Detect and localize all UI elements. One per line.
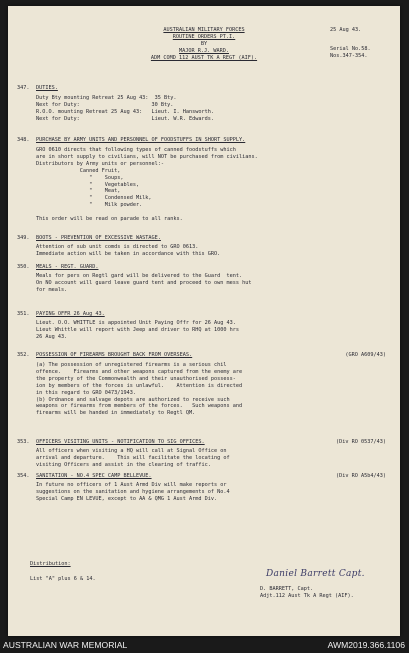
order-title: SANITATION - NO.4 SPEC CAMP BELLEVUE.: [36, 473, 152, 479]
order-reference: (GRO A609/43): [345, 352, 386, 358]
order-number: 351.: [17, 311, 30, 317]
order-text-line: On NO account will guard leave guard tent and proceed to own mess hut: [36, 279, 252, 286]
order-title: POSSESSION OF FIREARMS BROUGHT BACK FROM OVERSEAS.: [36, 352, 193, 358]
header-by: BY: [200, 41, 208, 47]
footer: [0, 637, 409, 653]
order-text-line: weapons or firearms from members of the forces. Such weapons and: [36, 403, 243, 410]
order-number: 354.: [17, 473, 30, 479]
order-text-line: are in short supply to civilians, will NOT be purchased from civilians.: [36, 153, 258, 160]
order-text-line: " Vegetables,: [36, 181, 140, 188]
document-page: [8, 6, 400, 636]
order-text-line: 26 Aug 43.: [36, 333, 68, 340]
order-reference: (Div RO A5b4/43): [336, 473, 386, 479]
header-force: AUSTRALIAN MILITARY FORCES: [163, 27, 245, 33]
order-number: 348.: [17, 137, 30, 143]
order-text-line: (a) The possession of unregistered firearms is a serious chil: [36, 362, 227, 368]
order-text-line: In future no officers of 1 Aust Armd Div will make reports or: [36, 482, 227, 488]
header-serial: Serial No.58.: [330, 46, 371, 52]
order-title: DUTIES.: [36, 85, 58, 91]
header-nos: Nos.347-354.: [330, 53, 368, 59]
order-text-line: This order will be read on parade to all ranks.: [36, 216, 183, 222]
order-text-line: for meals.: [36, 286, 68, 293]
footer-source: AUSTRALIAN WAR MEMORIAL: [3, 640, 128, 650]
distribution-list: List "A" plus 6 & 14.: [30, 576, 96, 582]
order-text-line: All officers when visiting a HQ will call at Signal Office on: [36, 448, 227, 454]
order-text-line: suggestions on the sanitation and hygiene arrangements of No.4: [36, 488, 230, 495]
order-text-line: Special Camp EN LEVUE, except to AA & QMG 1 Aust Armd Div.: [36, 495, 218, 502]
order-text-line: " Meat,: [36, 188, 121, 195]
order-text-line: Attention of sub unit comds is directed to GRO 0613.: [36, 244, 199, 250]
order-reference: (Div RO 0537/43): [336, 439, 386, 445]
order-text-line: Distributors by Army units or personnel:-: [36, 160, 165, 167]
distribution-title: Distribution:: [30, 561, 71, 567]
order-title: BOOTS - PREVENTION OF EXCESSIVE WASTAGE.: [36, 235, 161, 241]
order-number: 347.: [17, 85, 30, 91]
order-text-line: " Condensed Milk,: [36, 195, 152, 202]
footer-accession: AWM2019.366.1106: [327, 640, 405, 650]
header-orders: ROUTINE ORDERS PT.I.: [172, 34, 236, 40]
order-text-line: Meals for pers on Regtl gard will be delivered to the Guard tent.: [36, 273, 243, 279]
order-title: PURCHASE BY ARMY UNITS AND PERSONNEL OF FOODSTUFFS IN SHORT SUPPLY.: [36, 137, 246, 143]
header-command: ADM COMD 112 AUST TK A REGT (AIF).: [150, 55, 258, 61]
order-number: 353.: [17, 439, 30, 445]
order-text-line: " Milk powder.: [36, 202, 143, 209]
order-title: PAYING OFFR 26 Aug 43.: [36, 311, 105, 317]
header-major: MAJOR R.J. WARD.: [179, 48, 229, 54]
order-text-line: the property of the Commonwealth and their unauthorised possess-: [36, 375, 236, 382]
order-text-line: GRO 0610 directs that following types of canned foodstuffs which: [36, 147, 236, 153]
order-number: 349.: [17, 235, 30, 241]
order-text-line: ion by members of the forces is unlawful. Attention is directed: [36, 382, 243, 389]
order-number: 350.: [17, 264, 30, 270]
order-text-line: Lieut. O.O. WHITTLE is appointed Unit Paying Offr for 26 Aug 43.: [36, 320, 236, 326]
order-title: MEALS - REGT. GUARD.: [36, 264, 99, 270]
order-title: OFFICERS VISITING UNITS - NOTIFICATION TO SIG OFFICES.: [36, 439, 205, 445]
handwritten-signature: Daniel Barrett Capt.: [266, 569, 365, 579]
order-number: 352.: [17, 352, 30, 358]
order-text-line: Immediate action will be taken in accordance with this GRO.: [36, 250, 221, 257]
order-text-line: Duty Bty mounting Retreat 25 Aug 43: 35 Bty.: [36, 95, 177, 101]
order-text-line: Next for Duty: Lieut. W.R. Edwards.: [36, 115, 215, 122]
order-text-line: Canned Fruit,: [36, 167, 121, 174]
order-text-line: Lieut Whittle will report with Jeep and driver to RHQ at 1000 hrs: [36, 326, 240, 333]
order-text-line: in this regard to GRO 0473/1943.: [36, 389, 136, 396]
signatory-role: Adjt.112 Aust Tk A Regt (AIF).: [260, 593, 354, 599]
order-text-line: (b) Ordnance and salvage depots are authorized to receive such: [36, 396, 230, 403]
order-text-line: firearms will be handed in immediately to Regtl QM.: [36, 410, 196, 417]
order-text-line: " Soups,: [36, 174, 124, 181]
order-text-line: visiting Officers and assist in the clearing of traffic.: [36, 461, 211, 468]
header-date: 25 Aug 43.: [330, 27, 362, 33]
signatory-name: D. BARRETT, Capt.: [260, 586, 314, 592]
order-text-line: Next for Duty: 30 Bty.: [36, 101, 174, 108]
order-text-line: offence. Firearms and other weapons captured from the enemy are: [36, 368, 243, 375]
order-text-line: R.O.O. mounting Retreat 25 Aug 43: Lieut. I. Hansworth.: [36, 108, 215, 115]
order-text-line: arrival and departure. This will facilitate the locating of: [36, 454, 230, 461]
